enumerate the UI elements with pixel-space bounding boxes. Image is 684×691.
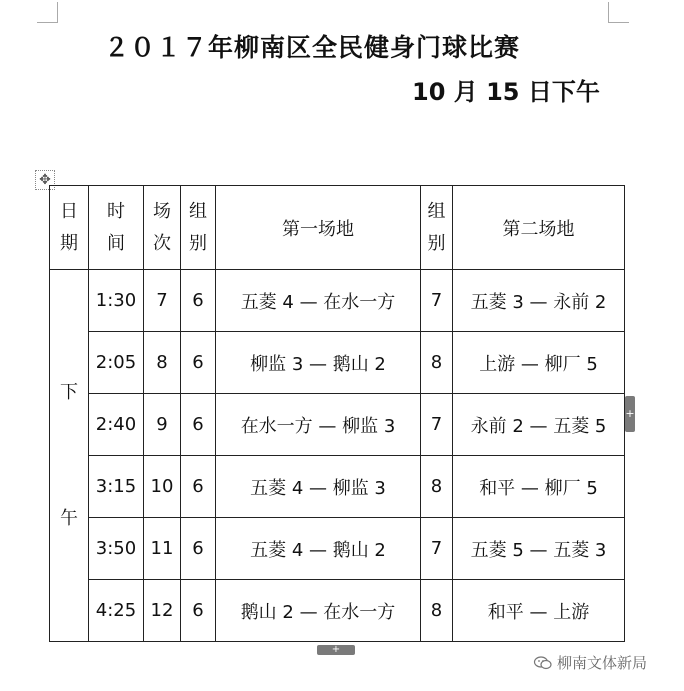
header-group2-char-1: 组 (427, 200, 446, 222)
time-cell: 2:05 (89, 332, 144, 394)
watermark (533, 652, 647, 673)
group1-cell: 6 (181, 518, 216, 580)
wechat-icon (533, 655, 553, 671)
document-title: ２０１７年柳南区全民健身门球比赛 (104, 33, 521, 62)
header-date-char-2: 期 (60, 232, 78, 254)
field1-match-cell: 在水一方 — 柳监 3 (216, 394, 421, 456)
header-round-char-2: 次 (153, 232, 171, 254)
table-row (50, 580, 625, 642)
header-time-char-2: 间 (107, 232, 125, 254)
group1-cell: 6 (181, 394, 216, 456)
time-cell: 3:15 (89, 456, 144, 518)
field1-match-cell: 五菱 4 — 鹅山 2 (216, 518, 421, 580)
table-move-handle-icon[interactable]: ✥ (35, 170, 55, 190)
add-column-plus-icon[interactable]: + (317, 645, 355, 655)
header-row (50, 186, 625, 270)
table-row (50, 332, 625, 394)
field2-match-cell: 五菱 5 — 五菱 3 (453, 518, 625, 580)
day-cell (50, 270, 89, 642)
field1-match-cell: 五菱 4 — 柳监 3 (216, 456, 421, 518)
group2-cell: 8 (421, 332, 453, 394)
field2-match-cell: 上游 — 柳厂 5 (453, 332, 625, 394)
header-group-1 (181, 186, 216, 270)
time-cell: 4:25 (89, 580, 144, 642)
group1-cell: 6 (181, 332, 216, 394)
schedule-table (49, 185, 625, 642)
header-time-char-1: 时 (107, 200, 125, 222)
header-field-1: 第一场地 (216, 186, 421, 270)
round-cell: 10 (144, 456, 181, 518)
round-cell: 8 (144, 332, 181, 394)
field1-match-cell: 鹅山 2 — 在水一方 (216, 580, 421, 642)
day-char-2: 午 (60, 507, 78, 529)
header-round (144, 186, 181, 270)
crop-mark-top-right (608, 2, 629, 23)
watermark-text: 柳南文体新局 (557, 654, 648, 672)
field2-match-cell: 和平 — 柳厂 5 (453, 456, 625, 518)
header-group1-char-2: 别 (189, 232, 207, 254)
group2-cell: 7 (421, 394, 453, 456)
round-cell: 11 (144, 518, 181, 580)
round-cell: 12 (144, 580, 181, 642)
header-date-char-1: 日 (60, 200, 78, 222)
round-cell: 9 (144, 394, 181, 456)
field1-match-cell: 柳监 3 — 鹅山 2 (216, 332, 421, 394)
table-row (50, 456, 625, 518)
group2-cell: 8 (421, 456, 453, 518)
header-round-char-1: 场 (153, 200, 171, 222)
group2-cell: 8 (421, 580, 453, 642)
group1-cell: 6 (181, 580, 216, 642)
document-subtitle-date: 10 月 15 日下午 (412, 78, 600, 106)
round-cell: 7 (144, 270, 181, 332)
group1-cell: 6 (181, 270, 216, 332)
group2-cell: 7 (421, 270, 453, 332)
field1-match-cell: 五菱 4 — 在水一方 (216, 270, 421, 332)
header-group1-char-1: 组 (189, 200, 207, 222)
group1-cell: 6 (181, 456, 216, 518)
time-cell: 1:30 (89, 270, 144, 332)
field2-match-cell: 五菱 3 — 永前 2 (453, 270, 625, 332)
header-field-2: 第二场地 (453, 186, 625, 270)
header-time (89, 186, 144, 270)
table-row (50, 394, 625, 456)
field2-match-cell: 和平 — 上游 (453, 580, 625, 642)
table-row (50, 270, 625, 332)
header-group-2 (421, 186, 453, 270)
header-date (50, 186, 89, 270)
group2-cell: 7 (421, 518, 453, 580)
table-row (50, 518, 625, 580)
header-group2-char-2: 别 (427, 232, 446, 254)
time-cell: 2:40 (89, 394, 144, 456)
add-row-plus-icon[interactable]: + (625, 396, 635, 432)
field2-match-cell: 永前 2 — 五菱 5 (453, 394, 625, 456)
time-cell: 3:50 (89, 518, 144, 580)
day-char-1: 下 (60, 381, 78, 403)
crop-mark-top-left (37, 2, 58, 23)
